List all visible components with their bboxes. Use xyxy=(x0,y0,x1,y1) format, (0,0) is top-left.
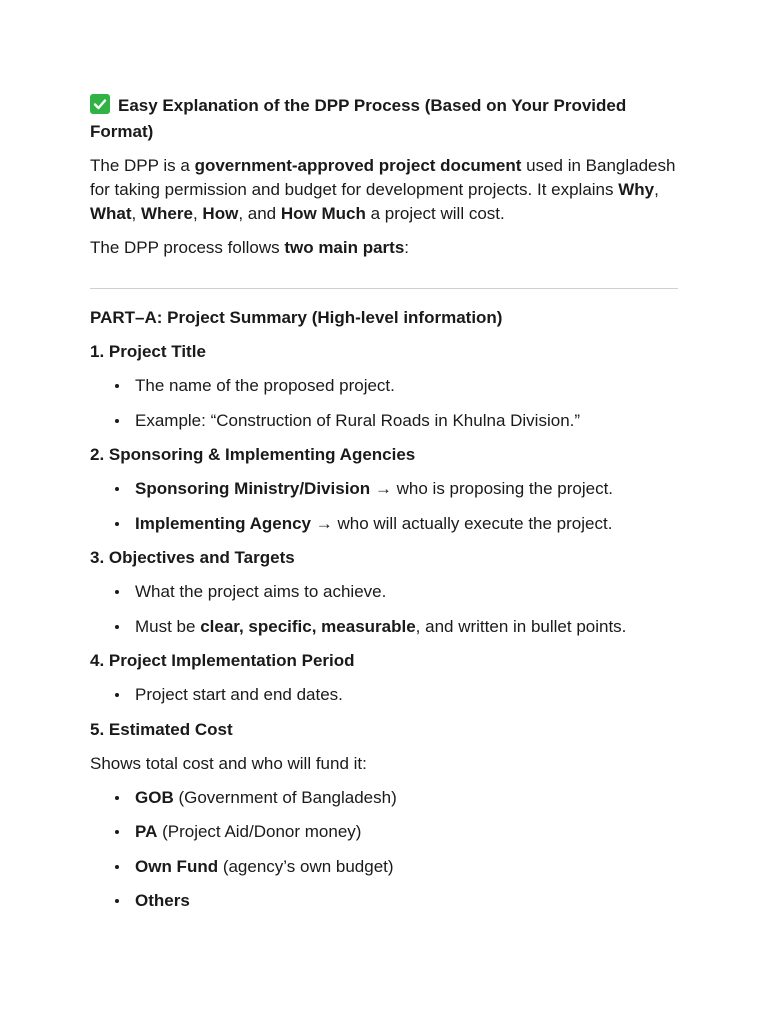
parts-paragraph: The DPP process follows two main parts: xyxy=(90,238,410,257)
list-item: Others xyxy=(90,889,680,913)
section-5-list xyxy=(90,786,680,914)
list-item: PA (Project Aid/Donor money) xyxy=(90,820,680,844)
intro-bold-how: How xyxy=(202,204,239,223)
section-1-list xyxy=(90,374,680,433)
section-2-list xyxy=(90,477,680,536)
list-item: Must be clear, specific, measurable, and written in bullet points. xyxy=(90,615,680,639)
list-item: GOB (Government of Bangladesh) xyxy=(90,786,680,810)
list-item: Project start and end dates. xyxy=(90,683,680,707)
list-item: Implementing Agency → who will actually execute the project. xyxy=(90,512,680,536)
intro-bold-how-much: How Much xyxy=(280,204,366,223)
list-item: What the project aims to achieve. xyxy=(90,580,680,604)
document-page xyxy=(90,93,680,924)
intro-bold-where: Where xyxy=(141,204,193,223)
check-mark-icon xyxy=(90,94,110,114)
section-divider xyxy=(90,288,678,289)
part-a-heading: PART–A: Project Summary (High-level information) xyxy=(90,308,503,327)
list-item: Sponsoring Ministry/Division → who is proposing the project. xyxy=(90,477,680,501)
parts-bold: two main parts xyxy=(284,238,405,257)
intro-bold-document: government-approved project document xyxy=(194,156,522,175)
list-item: Example: “Construction of Rural Roads in Khulna Division.” xyxy=(90,409,680,433)
section-5-intro: Shows total cost and who will fund it: xyxy=(90,753,367,773)
intro-bold-what: What xyxy=(90,204,132,223)
intro-paragraph: The DPP is a government-approved project document used in Bangladesh for taking permission and budget for development projects. It explains Why, What, Where, How, and How Much a project will cost. xyxy=(90,156,676,223)
document-title-text: Easy Explanation of the DPP Process (Based on Your Provided Format) xyxy=(90,96,627,141)
section-5-heading: 5. Estimated Cost xyxy=(90,719,233,739)
section-2-heading: 2. Sponsoring & Implementing Agencies xyxy=(90,445,416,464)
section-1-heading: 1. Project Title xyxy=(90,342,206,361)
section-3-heading: 3. Objectives and Targets xyxy=(90,548,295,567)
section-3-list xyxy=(90,580,680,639)
intro-bold-why: Why xyxy=(618,180,655,199)
section-4-heading: 4. Project Implementation Period xyxy=(90,651,355,670)
document-title xyxy=(90,93,680,145)
section-4-list xyxy=(90,683,680,707)
list-item: The name of the proposed project. xyxy=(90,374,680,398)
list-item: Own Fund (agency’s own budget) xyxy=(90,855,680,879)
